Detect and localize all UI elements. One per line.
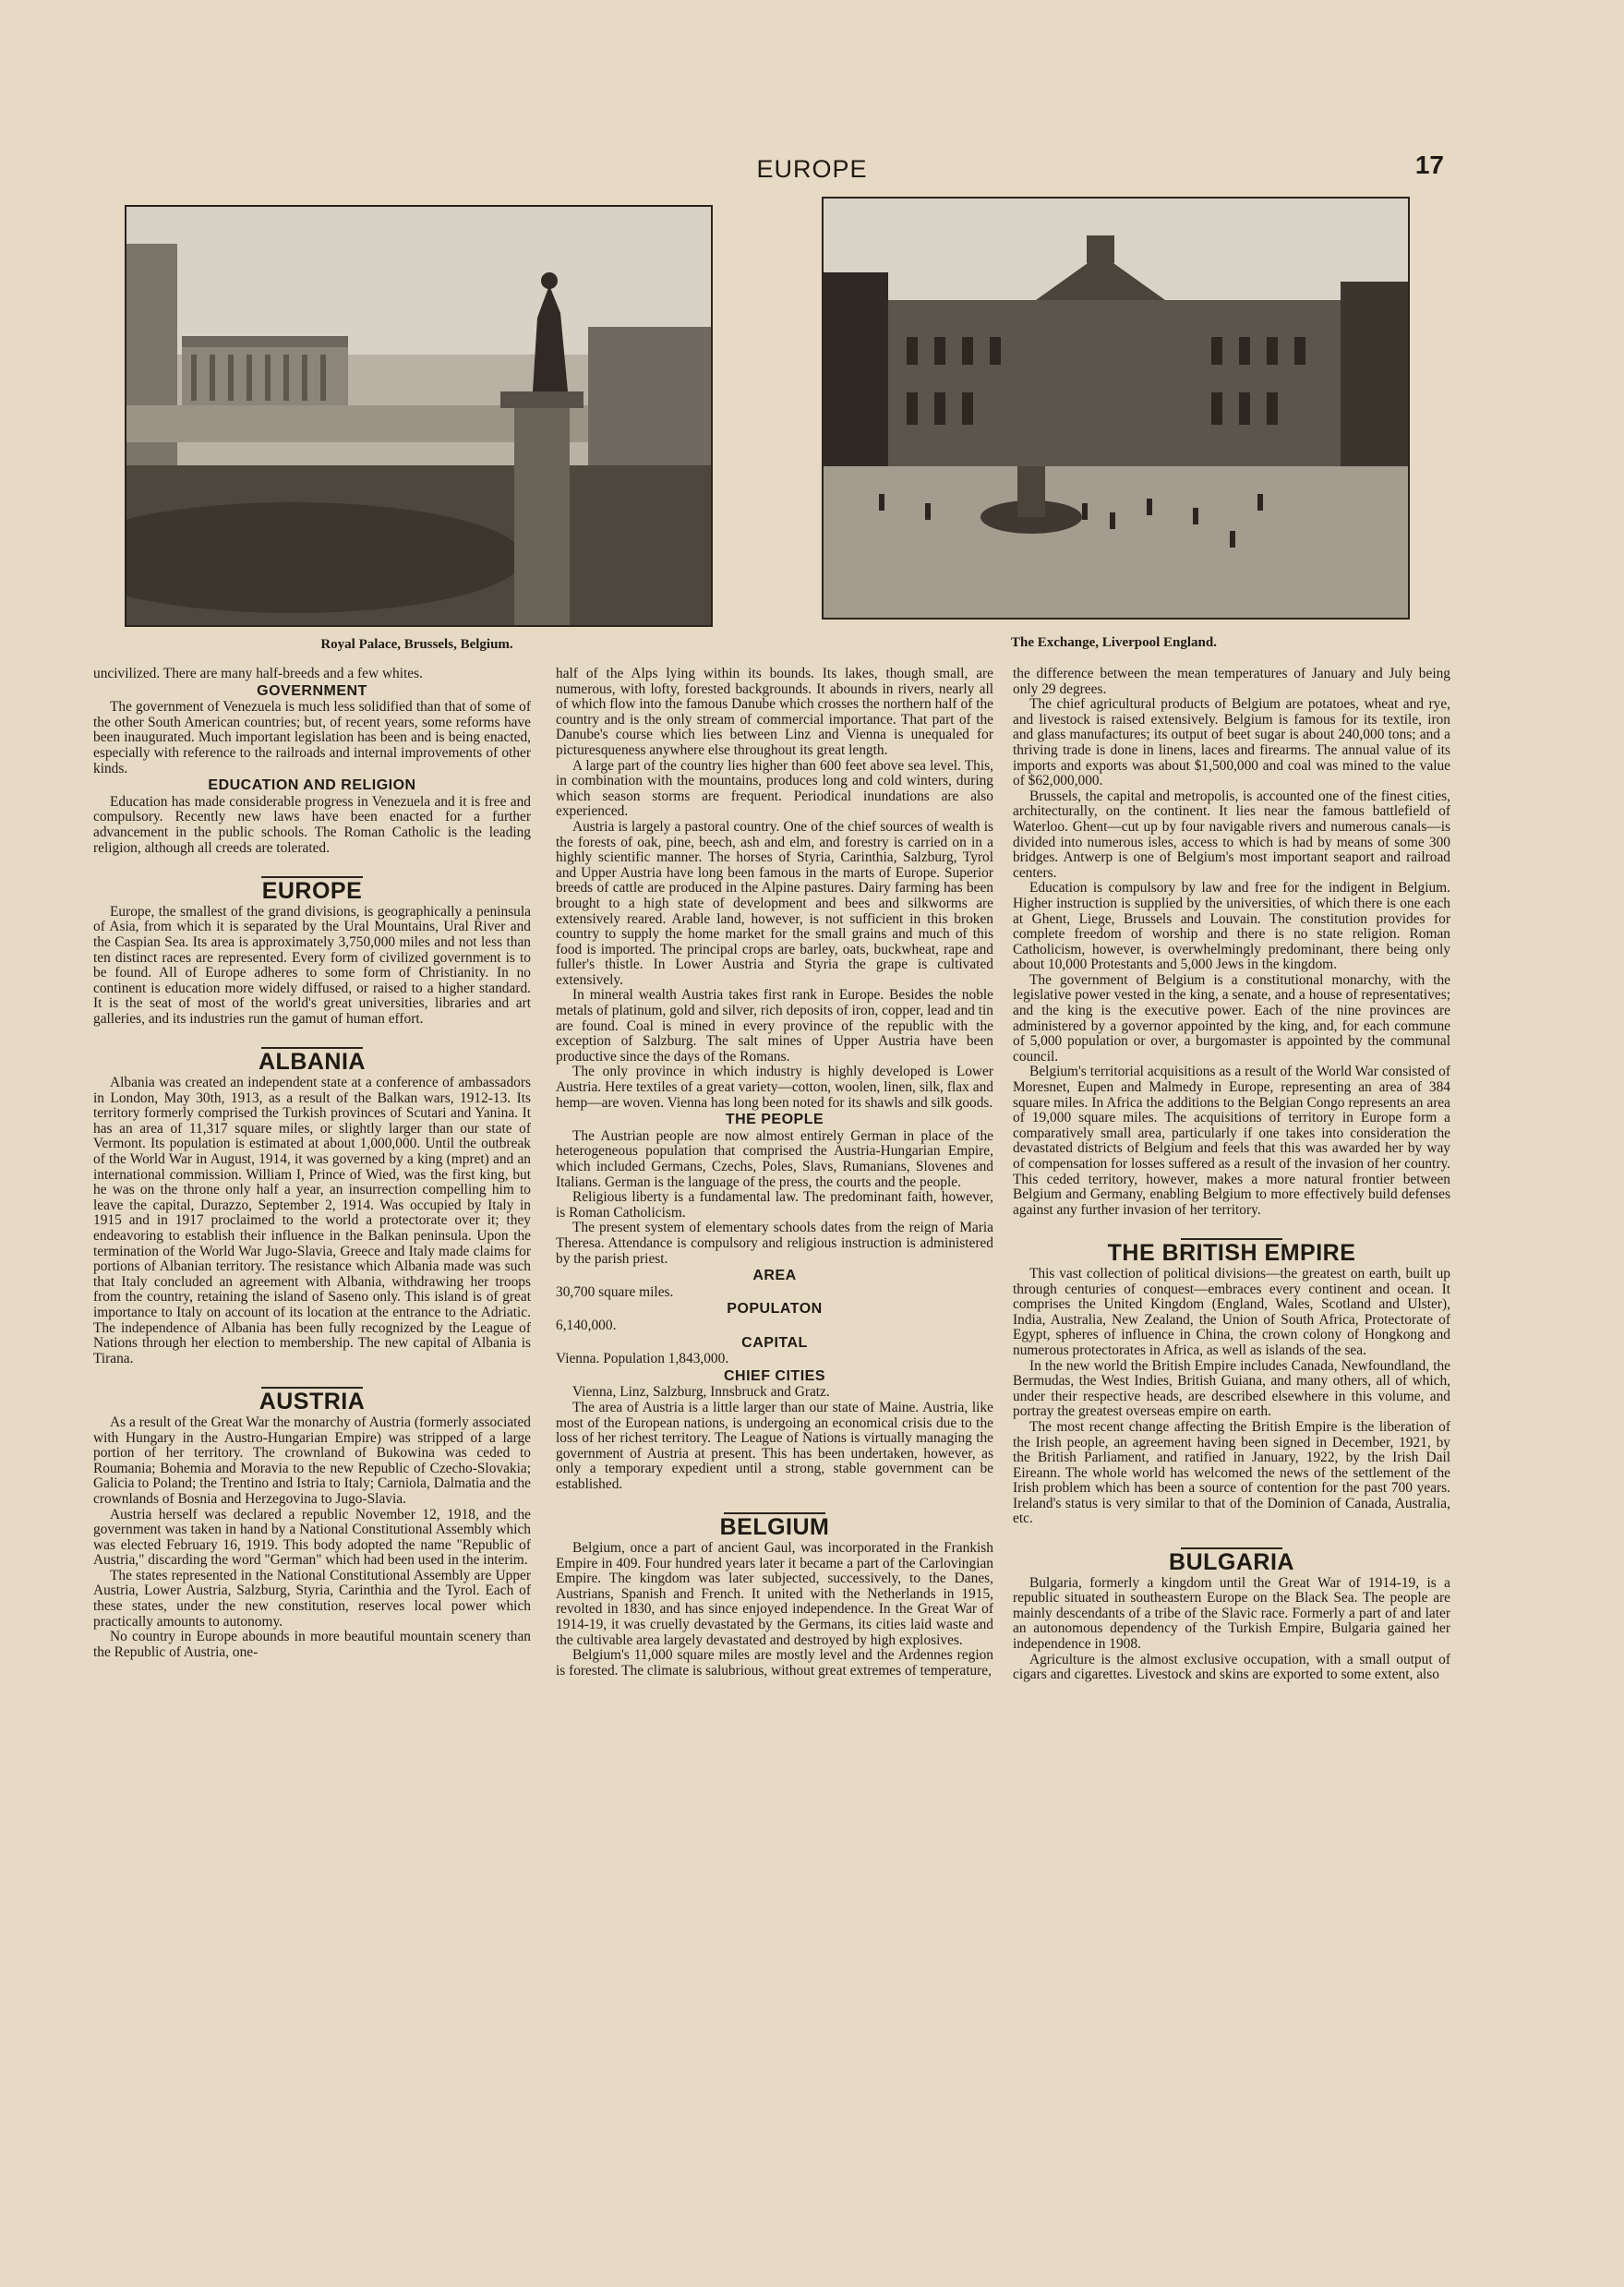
- paragraph: the difference between the mean temperatures of January and July being only 29 degrees.: [1013, 666, 1450, 697]
- area-value: 30,700 square miles.: [556, 1283, 674, 1300]
- section-heading-chief-cities: CHIEF CITIES: [723, 1367, 825, 1384]
- section-title-british-empire: THE BRITISH EMPIRE: [1013, 1238, 1450, 1261]
- section-title-bulgaria: BULGARIA: [1013, 1547, 1450, 1571]
- text-column-2: [556, 667, 993, 1679]
- right-photo-caption: The Exchange, Liverpool England.: [1011, 635, 1217, 650]
- royal-palace-photo: [125, 205, 713, 627]
- page-header-title: EUROPE: [756, 155, 868, 183]
- capital-value: Vienna. Population 1,843,000.: [556, 1351, 729, 1367]
- paragraph: Belgium's territorial acquisitions as a result of the World War consisted of Moresnet, Eupen and Malmedy in Europe, representing an area of 384 square miles. In Africa the additions to the Belgian Congo represents an area of 19,000 square miles. The acquisitions of territory in Europe form a comparatively small area, particularly if one takes into consideration the devastated districts of Belgium and feels that this was awarded her by way of compensation for losses suffered as a result of the invasion of her country. This ceded territory, however, makes a more natural frontier between Belgium and Germany, enabling Belgium to more effectively build defenses against any further invasion of her territory.: [1013, 1064, 1450, 1218]
- page-number: 17: [1414, 150, 1444, 179]
- paragraph: Education is compulsory by law and free for the indigent in Belgium. Higher instruction is supplied by the universities, of which there is one each at Ghent, Liege, Brussels and Louvain. The constitution provides for complete freedom of worship and there is no state religion. Roman Catholicism, however, is overwhelmingly predominant, there being only about 10,000 Protestants and 5,000 Jews in the kingdom.: [1013, 880, 1450, 973]
- paragraph: The government of Venezuela is much less solidified than that of some of the other South American countries; but, of recent years, some reforms have been inaugurated. Much important legislation has been and is being enacted, especially with reference to the railroads and internal improvements of other kinds.: [93, 699, 531, 776]
- paragraph: In the new world the British Empire includes Canada, Newfoundland, the Bermudas, the West Indies, British Guiana, and many others, all of which, under their respective heads, are described elsewhere in this volume, and portray the greatest overseas empire on earth.: [1013, 1357, 1450, 1420]
- paragraph: The most recent change affecting the British Empire is the liberation of the Irish people, an agreement having been signed in December, 1921, by the British Parliament, and ratified in January, 1922, by the Irish Dail Eireann. The whole world has welcomed the news of the settlement of the Irish problem which has been a source of contention for the past 700 years. Ireland's status is very similar to that of the Dominion of Canada, Australia, etc.: [1013, 1418, 1450, 1527]
- paragraph: The Austrian people are now almost entirely German in place of the heterogeneous population that comprised the Austria-Hungarian Empire, which included Germans, Czechs, Poles, Slavs, Rumanians, Slovenes and Italians. German is the language of the press, the courts and the people.: [556, 1127, 993, 1190]
- paragraph: As a result of the Great War the monarchy of Austria (formerly associated with Hungary in the Austro-Hungarian Empire) was stripped of a large portion of her territory. The crownland of Bukowina was ceded to Roumania; Bohemia and Moravia to the new Republic of Czecho-Slovakia; Galicia to Poland; the Trentino and Istria to Italy; Carniola, Dalmatia and the crownlands of Bosnia and Herzegovina to Jugo-Slavia.: [93, 1414, 531, 1507]
- paragraph: Europe, the smallest of the grand divisions, is geographically a peninsula of Asia, from which it is separated by the Ural Mountains, Ural River and the Caspian Sea. Its area is approximately 3,750,000 miles and not less than ten distinct races are represented. Every form of civilized government is to be found. All of Europe adheres to some form of Christianity. In no continent is education more widely diffused, or raised to a higher standard. It is the seat of most of the world's great universities, libraries and art galleries, and its industries run the gamut of human effort.: [93, 903, 531, 1027]
- paragraph: The area of Austria is a little larger than our state of Maine. Austria, like most of the European nations, is undergoing an economical crisis due to the loss of her richest territory. The League of Nations is virtually managing the government of Austria at present. This has been undertaken, however, as only a temporary expedient until a strong, stable government can be established.: [556, 1399, 993, 1492]
- paragraph: half of the Alps lying within its bounds. Its lakes, though small, are numerous, with lofty, forested backgrounds. It abounds in rivers, nearly all of which flow into the famous Danube which crosses the northern half of the country and is the only stream of commercial importance. That part of the Danube's course which lies between Linz and Vienna is unequaled for picturesqueness anywhere else throughout its great length.: [556, 666, 993, 758]
- paragraph: Religious liberty is a fundamental law. The predominant faith, however, is Roman Catholicism.: [556, 1189, 993, 1221]
- section-heading-people: THE PEOPLE: [725, 1112, 824, 1128]
- section-title-belgium: BELGIUM: [556, 1512, 993, 1535]
- chief-cities-value: Vienna, Linz, Salzburg, Innsbruck and Gratz.: [572, 1384, 830, 1401]
- paragraph: uncivilized. There are many half-breeds and a few whites.: [93, 666, 423, 681]
- paragraph: In mineral wealth Austria takes first rank in Europe. Besides the noble metals of platinum, gold and silver, rich deposits of iron, copper, lead and tin are found. Coal is mined in every province of the republic with the exception of Salzburg. The salt mines of Upper Austria have been productive since the days of the Romans.: [556, 987, 993, 1065]
- paragraph: Albania was created an independent state at a conference of ambassadors in London, May 30th, 1913, as a result of the Balkan wars, 1912-13. Its territory formerly comprised the Turkish provinces of Scutari and Yanina. It has an area of 11,317 square miles, or slightly larger than our state of Vermont. Its population is estimated at about 1,000,000. Until the outbreak of the World War in August, 1914, it was governed by a king (mpret) and an international commission. William I, Prince of Wied, was the first king, but he was on the throne only half a year, an insurrection compelling him to leave the capital, Durazzo, September 2, 1914. Was occupied by Italy in 1915 and in 1917 proclaimed to the world a protectorate over it; they endeavoring to establish their influence in the Balkan peninsula. Upon the termination of the World War Jugo-Slavia, Greece and Italy made claims for portions of Albanian territory. The resistance which Albania made was such that Italy concluded an agreement with Albania, withdrawing her troops from the country, retaining the island of Saseno only. This island is of great importance to Italy on account of its location at the entrance to the Adriatic. The independence of Albania has been fully recognized by the League of Nations through her election to membership. The new capital of Albania is Tirana.: [93, 1075, 531, 1366]
- paragraph: The chief agricultural products of Belgium are potatoes, wheat and rye, and livestock is raised extensively. Belgium is famous for its textile, iron and glass manufactures; its output of beet sugar is about 240,000 tons; and a thriving trade is done in linens, laces and firearms. The annual value of its imports and exports was about $1,500,000 and coal was mined to the value of $62,000,000.: [1013, 696, 1450, 789]
- paragraph: Bulgaria, formerly a kingdom until the Great War of 1914-19, is a republic situated in southeastern Europe on the Black Sea. The people are mainly descendants of a tribe of the Slavic race. Formerly a part of and later an autonomous dependency of the Turkish Empire, Bulgaria gained her independence in 1908.: [1013, 1574, 1450, 1653]
- paragraph: This vast collection of political divisions—the greatest on earth, built up through centuries of conquest—embraces every continent and ocean. It comprises the United Kingdom (England, Wales, Scotland and Ulster), India, Australia, New Zealand, the Union of South Africa, Protectorate of Egypt, spheres of influence in China, the crown colony of Hongkong and numerous protectorates in Africa, as well as islands of the sea.: [1013, 1265, 1450, 1358]
- paragraph: The only province in which industry is highly developed is Lower Austria. Here textiles of a great variety—cotton, woolen, linen, silk, flax and hemp—are woven. Vienna has long been noted for its shawls and silk goods.: [556, 1064, 993, 1111]
- paragraph: Belgium, once a part of ancient Gaul, was incorporated in the Frankish Empire in 409. Four hundred years later it became a part of the Carlovingian Empire. The kingdom was later subjected, successively, to the Danes, Austrians, Spanish and French. It united with the Netherlands in 1915, revolted in 1830, and has since enjoyed independence. In the Great War of 1914-19, it was cruelly devastated by the Germans, its cities laid waste and the cultivable area largely devastated and destroyed by high explosives.: [556, 1540, 993, 1648]
- paragraph: Belgium's 11,000 square miles are mostly level and the Ardennes region is forested. The climate is salubrious, without great extremes of temperature,: [556, 1647, 993, 1679]
- population-value: 6,140,000.: [556, 1317, 617, 1333]
- paragraph: Agriculture is the almost exclusive occupation, with a small output of cigars and cigarettes. Livestock and skins are exported to some extent, also: [1013, 1651, 1450, 1683]
- paragraph: The present system of elementary schools dates from the reign of Maria Theresa. Attendance is compulsory and religious instruction is administered by the parish priest.: [556, 1220, 993, 1267]
- paragraph: The states represented in the National Constitutional Assembly are Upper Austria, Lower Austria, Salzburg, Styria, Carinthia and the Tyrol. Each of these states, under the new constitution, reserves local power which practically amounts to autonomy.: [93, 1567, 531, 1630]
- paragraph: Austria herself was declared a republic November 12, 1918, and the government was taken in hand by a National Constitutional Assembly which was elected February 16, 1919. This body adopted the name "Republic of Austria," discarding the word "German" which had been used in the interim.: [93, 1506, 531, 1569]
- left-photo-caption: Royal Palace, Brussels, Belgium.: [320, 637, 513, 652]
- paragraph: No country in Europe abounds in more beautiful mountain scenery than the Republic of Austria, one-: [93, 1629, 531, 1660]
- section-heading-capital: CAPITAL: [741, 1334, 808, 1351]
- section-title-albania: ALBANIA: [93, 1047, 531, 1070]
- text-column-3: [1013, 667, 1450, 1683]
- text-column-1: [93, 667, 531, 1660]
- section-heading-area: AREA: [752, 1268, 797, 1284]
- section-heading-population: POPULATON: [727, 1301, 823, 1318]
- paragraph: Brussels, the capital and metropolis, is accounted one of the finest cities, architecturally, on the continent. It lies near the famous battlefield of Waterloo. Ghent—cut up by four navigable rivers and numerous canals—is divided into numerous isles, access to which is had by means of some 300 bridges. Antwerp is one of Belgium's most important seaport and railroad centers.: [1013, 788, 1450, 881]
- section-title-europe: EUROPE: [93, 876, 531, 899]
- section-heading-education: EDUCATION AND RELIGION: [208, 777, 416, 794]
- section-title-austria: AUSTRIA: [93, 1387, 531, 1410]
- paragraph: Education has made considerable progress in Venezuela and it is free and compulsory. Recently new laws have been enacted for a further advancement in the public schools. The Roman Catholic is the leading religion, although all creeds are tolerated.: [93, 793, 531, 856]
- paragraph: Austria is largely a pastoral country. One of the chief sources of wealth is the forests of oak, pine, beech, ash and elm, and forestry is carried on in a highly scientific manner. The horses of Styria, Carinthia, Salzburg, Tyrol and Upper Austria have long been famous in the marts of Europe. Superior breeds of cattle are produced in the Alpine pastures. Dairy farming has been brought to a high state of development and bees and silkworms are extensively reared. Arable land, however, is not sufficient in this broken country to supply the home market for the small grains and much of this food is imported. The principal crops are barley, oats, buckwheat, rape and fuller's thistle. In Lower Austria and Styria the grape is cultivated extensively.: [556, 818, 993, 988]
- exchange-photo: [822, 197, 1410, 620]
- section-heading-government: GOVERNMENT: [257, 682, 367, 699]
- paragraph: A large part of the country lies higher than 600 feet above sea level. This, in combination with the mountains, produces long and cold winters, during which season storms are frequent. Periodical inundations are also experienced.: [556, 757, 993, 820]
- paragraph: The government of Belgium is a constitutional monarchy, with the legislative power vested in the king, a senate, and a house of representatives; and the king is the executive power. Each of the nine provinces are administered by a governor appointed by the king, and, for each commune of 5,000 population or over, a burgomaster is appointed by the communal council.: [1013, 971, 1450, 1065]
